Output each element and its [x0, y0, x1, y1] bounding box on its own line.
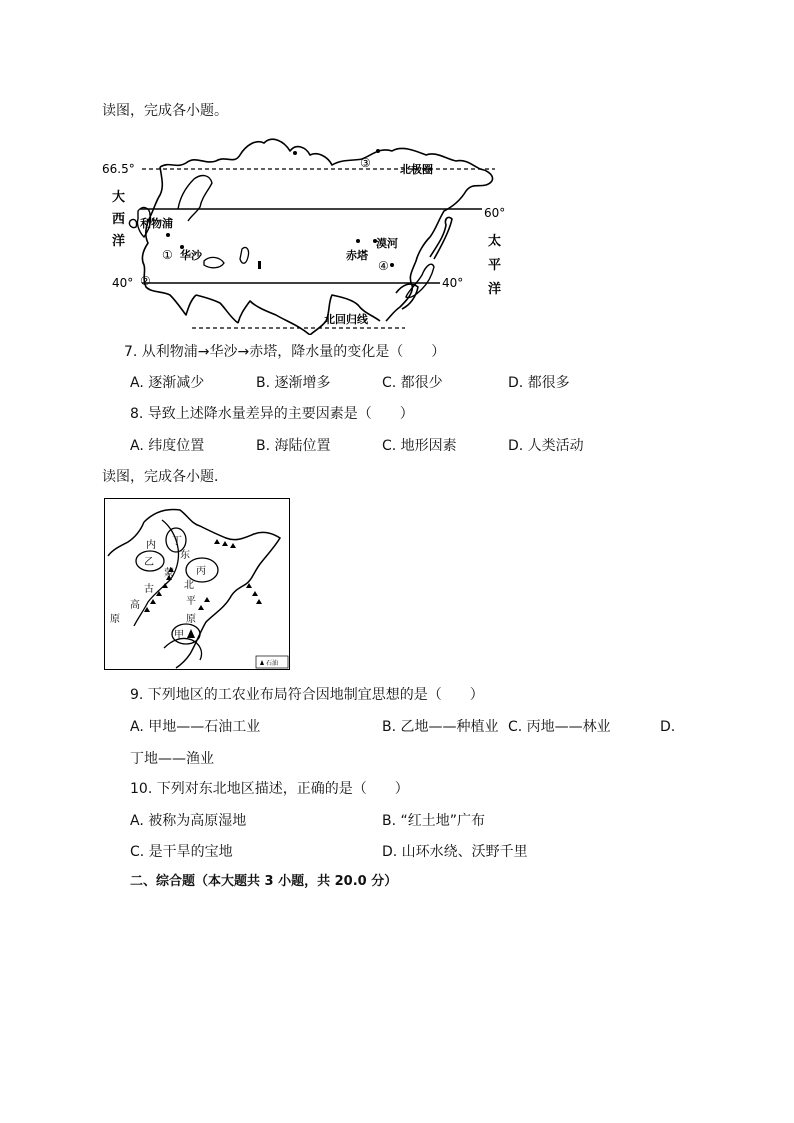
- black-sea: [204, 257, 224, 267]
- intro-text-2: 读图，完成各小题．: [102, 469, 228, 485]
- pacific-label-3: 洋: [488, 282, 502, 297]
- label-ding: 丁: [172, 536, 182, 547]
- question-10: 10. 下列对东北地区描述，正确的是（ ）: [130, 781, 409, 797]
- q10-option-c[interactable]: C. 是干旱的宝地: [130, 844, 233, 860]
- legend-label: 石油: [266, 660, 279, 667]
- label-jia: 甲: [174, 630, 184, 641]
- marker-1: ①: [162, 248, 173, 262]
- liverpool-label: 利物浦: [140, 217, 173, 230]
- q10-option-d[interactable]: D. 山环水绕、沃野千里: [382, 844, 528, 860]
- q10-option-a[interactable]: A. 被称为高原湿地: [130, 813, 247, 829]
- q9-option-a[interactable]: A. 甲地——石油工业: [130, 719, 261, 735]
- pacific-label-2: 平: [488, 258, 502, 273]
- chita-label: 赤塔: [346, 249, 368, 262]
- lat-label-40-left: 40°: [112, 276, 134, 290]
- marker-3: ③: [360, 156, 371, 170]
- intro-text-1: 读图，完成各小题。: [102, 103, 228, 119]
- q7-option-a[interactable]: A. 逐渐减少: [130, 375, 205, 391]
- label-nei: 内: [146, 540, 156, 551]
- lat-label-60: 60°: [484, 206, 506, 220]
- scandinavia: [178, 176, 212, 221]
- label-gao: 高: [130, 600, 140, 611]
- q8-option-b[interactable]: B. 海陆位置: [256, 438, 331, 454]
- tropic-label: 北回归线: [324, 313, 368, 326]
- label-yuan-left: 原: [110, 614, 120, 625]
- marker-4: ④: [378, 259, 389, 273]
- q7-option-c[interactable]: C. 都很少: [382, 375, 443, 391]
- label-bing: 丙: [196, 566, 206, 577]
- island-mark: [376, 149, 380, 153]
- atlantic-label-3: 洋: [112, 234, 126, 249]
- q9-option-d[interactable]: D.: [660, 719, 676, 735]
- label-yi: 乙: [144, 557, 154, 568]
- q9-option-c[interactable]: C. 丙地——林业: [508, 719, 611, 735]
- label-meng: 蒙: [164, 568, 174, 579]
- q7-option-b[interactable]: B. 逐渐增多: [256, 375, 331, 391]
- caspian-sea: [240, 247, 249, 263]
- label-bei: 北: [184, 580, 194, 591]
- warsaw-label: 华沙: [180, 249, 202, 262]
- label-yuan-right: 原: [186, 614, 196, 625]
- label-dong: 东: [180, 550, 190, 561]
- label-ping: 平: [186, 596, 196, 607]
- arctic-circle-label: 北极圈: [400, 163, 433, 176]
- chita-dot: [356, 239, 360, 243]
- pacific-label-1: 太: [488, 234, 502, 249]
- lat-label-66-5: 66.5°: [102, 162, 135, 176]
- q8-option-d[interactable]: D. 人类活动: [508, 438, 584, 454]
- label-gu: 古: [144, 584, 154, 595]
- section-heading-comprehensive: 二、综合题（本大题共 3 小题，共 20.0 分）: [130, 874, 398, 889]
- liverpool-dot: [166, 233, 170, 237]
- eurasia-map: [100, 125, 520, 335]
- question-7: 7. 从利物浦→华沙→赤塔，降水量的变化是（ ）: [124, 344, 446, 360]
- hailar-label: 漠河: [376, 237, 398, 250]
- island-mark: [293, 151, 297, 155]
- atlantic-label-1: 大: [112, 190, 126, 205]
- q8-option-a[interactable]: A. 纬度位置: [130, 438, 205, 454]
- question-8: 8. 导致上述降水量差异的主要因素是（ ）: [130, 406, 414, 422]
- lat-label-40-right: 40°: [442, 276, 464, 290]
- question-9: 9. 下列地区的工农业布局符合因地制宜思想的是（ ）: [130, 687, 484, 703]
- marker-4-dot: [390, 263, 394, 267]
- marker-2: ②: [140, 274, 151, 288]
- q8-option-c[interactable]: C. 地形因素: [382, 438, 457, 454]
- q9-option-b[interactable]: B. 乙地——种植业: [382, 719, 499, 735]
- northeast-china-map: [104, 498, 290, 670]
- atlantic-label-2: 西: [112, 212, 126, 227]
- island-mark: [258, 261, 261, 269]
- q9-option-d-cont[interactable]: 丁地——渔业: [130, 751, 214, 767]
- q7-option-d[interactable]: D. 都很多: [508, 375, 570, 391]
- q10-option-b[interactable]: B. “红土地”广布: [382, 813, 486, 829]
